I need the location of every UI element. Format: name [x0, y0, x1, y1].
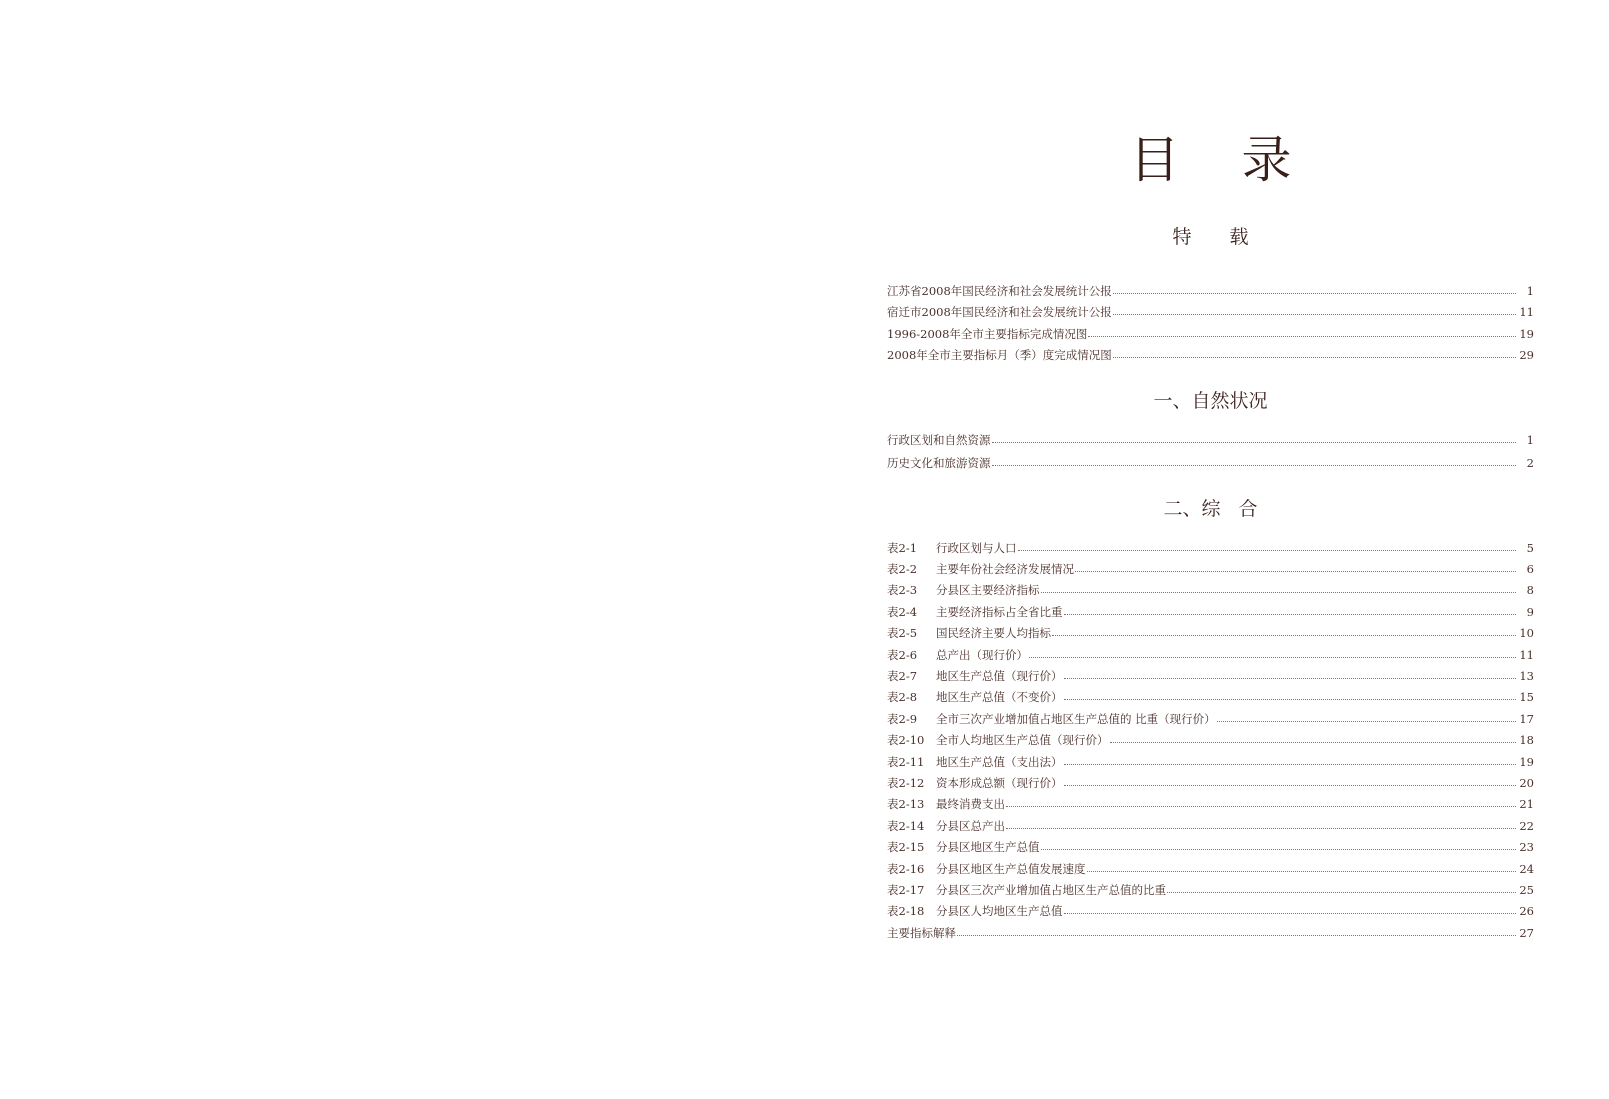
entry-title: 最终消费支出 [936, 797, 1005, 811]
entry-page: 15 [1519, 690, 1534, 704]
dot-leader [1018, 550, 1517, 551]
toc-entry[interactable] [887, 304, 1534, 320]
dot-leader [1113, 357, 1516, 358]
entry-code: 表2-5 [887, 626, 918, 640]
entry-title: 资本形成总额（现行价） [936, 776, 1063, 790]
entry-code: 表2-11 [887, 755, 925, 769]
dot-leader [1167, 892, 1516, 893]
dot-leader [1217, 721, 1516, 722]
entry-title: 分县区人均地区生产总值 [936, 904, 1063, 918]
dot-leader [1041, 849, 1517, 850]
entry-title: 行政区划和自然资源 [887, 433, 991, 447]
entry-title: 历史文化和旅游资源 [887, 456, 991, 470]
toc-entry[interactable] [887, 432, 1534, 448]
dot-leader [1029, 657, 1516, 658]
dot-leader [1075, 571, 1516, 572]
toc-entry[interactable] [887, 861, 1534, 877]
entry-title: 地区生产总值（支出法） [936, 755, 1063, 769]
toc-entry[interactable] [887, 625, 1534, 641]
entry-page: 27 [1519, 926, 1534, 940]
entry-code: 表2-3 [887, 583, 918, 597]
entry-page: 11 [1519, 305, 1534, 319]
entry-title: 宿迁市2008年国民经济和社会发展统计公报 [887, 305, 1112, 319]
entry-page: 11 [1519, 648, 1534, 662]
toc-entry[interactable] [887, 540, 1534, 556]
dot-leader [992, 442, 1517, 443]
entry-page: 18 [1519, 733, 1534, 747]
toc-entry[interactable] [887, 455, 1534, 471]
entry-title: 主要经济指标占全省比重 [936, 605, 1063, 619]
entry-code: 表2-14 [887, 819, 925, 833]
section-heading-nature: 一、自然状况 [1153, 390, 1268, 412]
entry-page: 24 [1519, 862, 1534, 876]
entry-page: 23 [1519, 840, 1534, 854]
entry-page: 29 [1519, 348, 1534, 362]
entry-page: 21 [1519, 797, 1534, 811]
entry-code: 表2-8 [887, 690, 918, 704]
section-heading-special: 特 载 [1172, 226, 1249, 248]
entry-title: 分县区主要经济指标 [936, 583, 1040, 597]
dot-leader [1064, 678, 1517, 679]
toc-entry[interactable] [887, 732, 1534, 748]
entry-page: 19 [1519, 327, 1534, 341]
entry-code: 表2-15 [887, 840, 925, 854]
entry-page: 2 [1526, 456, 1534, 470]
entry-code: 表2-7 [887, 669, 918, 683]
entry-title: 行政区划与人口 [936, 541, 1017, 555]
entry-page: 20 [1519, 776, 1534, 790]
entry-page: 19 [1519, 755, 1534, 769]
entry-code: 表2-16 [887, 862, 925, 876]
entry-title: 全市人均地区生产总值（现行价） [936, 733, 1109, 747]
dot-leader [1110, 742, 1517, 743]
toc-entry[interactable] [887, 689, 1534, 705]
toc-entry[interactable] [887, 796, 1534, 812]
entry-page: 25 [1519, 883, 1534, 897]
toc-entry[interactable] [887, 283, 1534, 299]
entry-page: 10 [1519, 626, 1534, 640]
toc-entry[interactable] [887, 604, 1534, 620]
toc-entry[interactable] [887, 561, 1534, 577]
entry-title: 分县区总产出 [936, 819, 1005, 833]
toc-entry[interactable] [887, 582, 1534, 598]
entry-title: 主要指标解释 [887, 926, 956, 940]
entry-code: 表2-13 [887, 797, 925, 811]
entry-page: 13 [1519, 669, 1534, 683]
dot-leader [1006, 828, 1516, 829]
entry-title: 江苏省2008年国民经济和社会发展统计公报 [887, 284, 1112, 298]
toc-entry[interactable] [887, 326, 1534, 342]
section-heading-comprehensive: 二、综 合 [1163, 498, 1258, 520]
entry-title: 1996-2008年全市主要指标完成情况图 [887, 327, 1088, 341]
dot-leader [992, 465, 1517, 466]
entry-title: 国民经济主要人均指标 [936, 626, 1051, 640]
toc-title-char-1: 目 [1129, 131, 1180, 189]
dot-leader [1088, 336, 1516, 337]
toc-title [887, 130, 1534, 190]
dot-leader [1113, 314, 1516, 315]
dot-leader [1113, 293, 1516, 294]
dot-leader [1064, 614, 1517, 615]
entry-page: 22 [1519, 819, 1534, 833]
entry-title: 分县区地区生产总值发展速度 [936, 862, 1086, 876]
dot-leader [1087, 871, 1517, 872]
entry-title: 总产出（现行价） [936, 648, 1028, 662]
entry-code: 表2-10 [887, 733, 925, 747]
entry-page: 6 [1526, 562, 1534, 576]
toc-entry[interactable] [887, 882, 1534, 898]
entry-code: 表2-18 [887, 904, 925, 918]
toc-title-char-2: 录 [1241, 131, 1292, 189]
toc-entry[interactable] [887, 647, 1534, 663]
entry-page: 8 [1526, 583, 1534, 597]
toc-entry[interactable] [887, 818, 1534, 834]
entry-code: 表2-17 [887, 883, 925, 897]
toc-entry[interactable] [887, 711, 1534, 727]
entry-page: 1 [1526, 284, 1534, 298]
toc-entry[interactable] [887, 925, 1534, 941]
entry-title: 主要年份社会经济发展情况 [936, 562, 1074, 576]
entry-page: 5 [1526, 541, 1534, 555]
dot-leader [1041, 592, 1517, 593]
entry-page: 17 [1519, 712, 1534, 726]
entry-code: 表2-12 [887, 776, 925, 790]
entry-code: 表2-4 [887, 605, 918, 619]
entry-title: 地区生产总值（现行价） [936, 669, 1063, 683]
toc-entry[interactable] [887, 347, 1534, 363]
entry-title: 分县区地区生产总值 [936, 840, 1040, 854]
entry-page: 1 [1526, 433, 1534, 447]
toc-entry[interactable] [887, 668, 1534, 684]
entry-code: 表2-1 [887, 541, 918, 555]
entry-title: 全市三次产业增加值占地区生产总值的 比重（现行价） [936, 712, 1216, 726]
entry-code: 表2-2 [887, 562, 918, 576]
dot-leader [957, 935, 1516, 936]
entry-title: 2008年全市主要指标月（季）度完成情况图 [887, 348, 1112, 362]
dot-leader [1064, 699, 1517, 700]
entry-page: 26 [1519, 904, 1534, 918]
entry-code: 表2-6 [887, 648, 918, 662]
dot-leader [1064, 785, 1517, 786]
entry-page: 9 [1526, 605, 1534, 619]
toc-entry[interactable] [887, 754, 1534, 770]
entry-title: 地区生产总值（不变价） [936, 690, 1063, 704]
entry-title: 分县区三次产业增加值占地区生产总值的比重 [936, 883, 1166, 897]
toc-entry[interactable] [887, 775, 1534, 791]
dot-leader [1064, 764, 1517, 765]
dot-leader [1052, 635, 1516, 636]
dot-leader [1006, 806, 1516, 807]
dot-leader [1064, 913, 1517, 914]
toc-entry[interactable] [887, 903, 1534, 919]
entry-code: 表2-9 [887, 712, 918, 726]
toc-entry[interactable] [887, 839, 1534, 855]
